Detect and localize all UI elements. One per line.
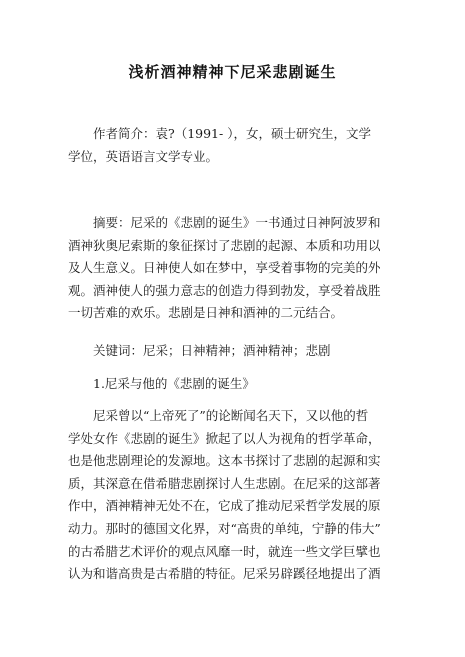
body-line: 作中，酒神精神无处不在，它成了推动尼采哲学发展的原 — [68, 498, 381, 514]
document-title: 浅析酒神精神下尼采悲剧诞生 — [128, 63, 337, 81]
abstract-line: 及人生意义。日神使人如在梦中，享受着事物的完美的外 — [68, 260, 381, 276]
body-line: 质，其深意在借希腊悲剧探讨人生悲剧。在尼采的这部著 — [68, 475, 381, 491]
author-intro — [68, 123, 400, 168]
abstract-line: 一切苦难的欢乐。悲剧是日神和酒神的二元结合。 — [68, 305, 344, 321]
body-line: 的古希腊艺术评价的观点风靡一时，就连一些文学巨擘也 — [68, 543, 381, 559]
body-line: 也是他悲剧理论的发源地。这本书探讨了悲剧的起源和实 — [68, 453, 381, 469]
abstract — [68, 212, 400, 325]
keywords-line: 关键词：尼采；日神精神；酒神精神；悲剧 — [93, 343, 331, 358]
author-intro-line: 学位，英语语言文学专业。 — [68, 148, 219, 164]
section-heading-text: 1.尼采与他的《悲剧的诞生》 — [93, 376, 255, 391]
abstract-line: 观。酒神使人的强力意志的创造力得到勃发，享受着战胜 — [68, 282, 381, 298]
abstract-line: 酒神狄奥尼索斯的象征探讨了悲剧的起源、本质和功用以 — [68, 237, 381, 253]
body-line: 认为和谐高贵是古希腊的特征。尼采另辟蹊径地提出了酒 — [68, 566, 381, 582]
section-heading — [68, 373, 400, 396]
body-line: 动力。那时的德国文化界，对“高贵的单纯，宁静的伟大” — [68, 520, 381, 536]
author-intro-line: 作者简介：袁?（1991- ），女，硕士研究生，文学 — [93, 126, 371, 141]
abstract-line: 摘要：尼采的《悲剧的诞生》一书通过日神阿波罗和 — [93, 215, 381, 230]
body-line: 尼采曾以“上帝死了”的论断闻名天下，又以他的哲 — [93, 408, 369, 423]
section-body — [68, 405, 400, 586]
keywords — [68, 340, 400, 363]
body-line: 学处女作《悲剧的诞生》掀起了以人为视角的哲学革命， — [68, 430, 381, 446]
